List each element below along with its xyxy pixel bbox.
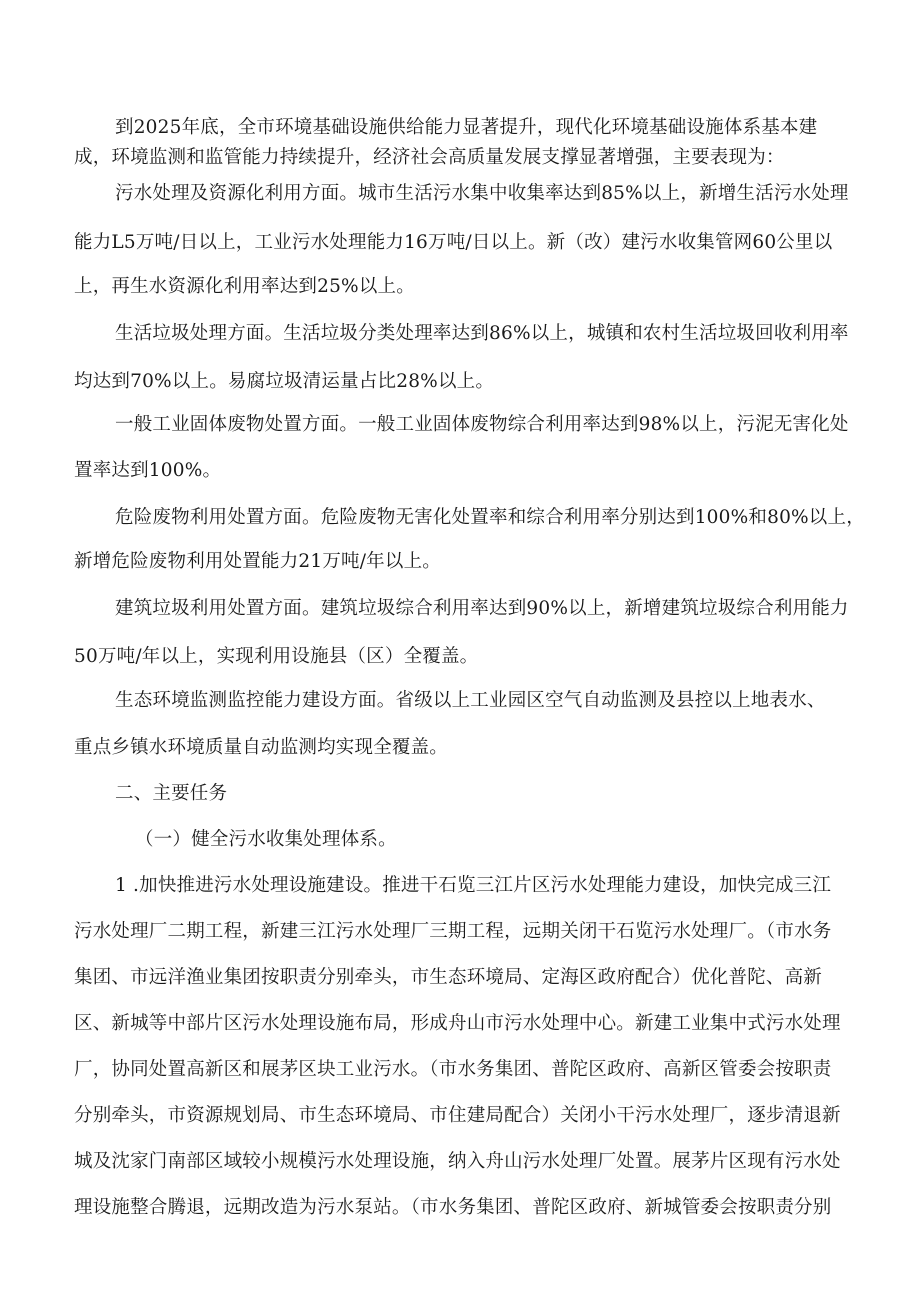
text-line: 建筑垃圾利用处置方面。建筑垃圾综合利用率达到90%以上，新增建筑垃圾综合利用能力 [115,598,849,619]
text-line: 1 .加快推进污水处理设施建设。推进干石览三江片区污水处理能力建设，加快完成三江 [115,875,832,896]
text-line: 置率达到100%。 [74,460,222,481]
text-line: 城及沈家门南部区域较小规模污水处理设施，纳入舟山污水处理厂处置。展茅片区现有污水处 [74,1151,841,1172]
text-line: 生态环境监测监控能力建设方面。省级以上工业园区空气自动监测及县控以上地表水、 [115,690,826,711]
text-line: 成，环境监测和监管能力持续提升，经济社会高质量发展支撑显著增强，主要表现为： [74,147,785,168]
text-line: 重点乡镇水环境质量自动监测均实现全覆盖。 [74,737,449,758]
section-heading: 二、主要任务 [115,783,228,804]
text-line: 能力L5万吨/日以上，工业污水处理能力16万吨/日以上。新（改）建污水收集管网60公里以 [74,232,833,253]
text-line: 新增危险废物利用处置能力21万吨/年以上。 [74,551,441,572]
text-line: 分别牵头，市资源规划局、市生态环境局、市住建局配合）关闭小干污水处理厂，逐步清退新 [74,1105,841,1126]
text-line: 理设施整合腾退，远期改造为污水泵站。（市水务集团、普陀区政府、新城管委会按职责分别 [74,1197,832,1218]
text-line: 一般工业固体废物处置方面。一般工业固体废物综合利用率达到98%以上，污泥无害化处 [115,414,849,435]
text-line: 上，再生水资源化利用率达到25%以上。 [74,276,415,297]
text-line: 集团、市远洋渔业集团按职责分别牵头，市生态环境局、定海区政府配合）优化普陀、高新 [74,967,823,988]
text-line: 到2025年底，全市环境基础设施供给能力显著提升，现代化环境基础设施体系基本建 [115,117,818,138]
text-line: 厂，协同处置高新区和展茅区块工业污水。（市水务集团、普陀区政府、高新区管委会按职责 [74,1059,832,1080]
subsection-heading: （一）健全污水收集处理体系。 [135,829,397,850]
text-line: 生活垃圾处理方面。生活垃圾分类处理率达到86%以上，城镇和农村生活垃圾回收利用率 [115,323,849,344]
text-line: 均达到70%以上。易腐垃圾清运量占比28%以上。 [74,371,495,392]
text-line: 区、新城等中部片区污水处理设施布局，形成舟山市污水处理中心。新建工业集中式污水处理 [74,1013,841,1034]
text-line: 危险废物利用处置方面。危险废物无害化处置率和综合利用率分别达到100%和80%以上， [115,507,865,528]
text-line: 污水处理厂二期工程，新建三江污水处理厂三期工程，远期关闭干石览污水处理厂。（市水务 [74,921,832,942]
text-line: 50万吨/年以上，实现利用设施县（区）全覆盖。 [74,646,479,667]
text-line: 污水处理及资源化利用方面。城市生活污水集中收集率达到85%以上，新增生活污水处理 [115,183,849,204]
